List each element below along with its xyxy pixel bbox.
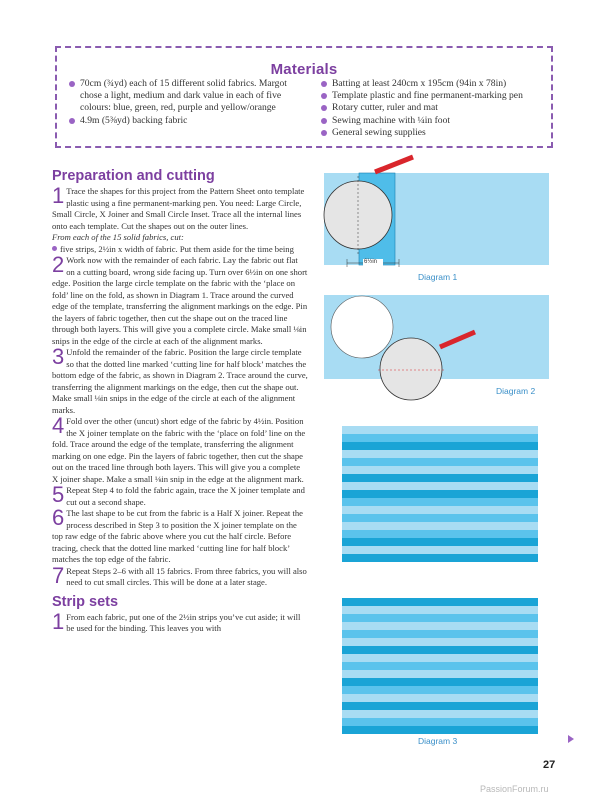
strip-sets-heading: Strip sets bbox=[52, 593, 119, 610]
step-text: Repeat Step 4 to fold the fabric again, trace the X joiner template and cut out a second shape. bbox=[66, 485, 305, 507]
step-text: The last shape to be cut from the fabric is a Half X joiner. Repeat the process described in Step 3 to position the X joiner template on the top raw edge of the fabric above where you cut the half circle. Before tracing, check that the dotted line marked ‘cutting line for half block’ matches the top edge of the fabric. bbox=[52, 508, 303, 564]
diagram-2 bbox=[324, 295, 549, 400]
step-number: 5 bbox=[52, 482, 65, 507]
diagram-2-label: Diagram 2 bbox=[496, 386, 536, 396]
materials-item: 4.9m (5⅜yd) backing fabric bbox=[67, 115, 307, 127]
step-text: Unfold the remainder of the fabric. Position the large circle template so that the dotted line marked ‘cutting line for half block’ matches the bottom edge of the fabric, as shown in Diagram 2. Trace around the curve, transferring the alignment markings on the edge, then cut the shape out. Make small ⅛in snips in the edge of the circle at each of the alignment marks. bbox=[52, 347, 308, 415]
strip bbox=[342, 434, 538, 442]
step-text: Fold over the other (uncut) short edge of the fabric by 4½in. Position the X joiner template on the fabric with the ‘place on fold’ line on the fold. Trace around the edge of the template, transferring the alignment marking on one edge. Pin the layers of fabric together, then cut the shape out on the traced line through both layers. This will give you a complete X joiner shape. Make a small ⅛in snip in the edge at the alignment mark. bbox=[52, 416, 306, 484]
page-number: 27 bbox=[543, 759, 556, 771]
materials-item: Batting at least 240cm x 195cm (94in x 78in) bbox=[319, 78, 551, 90]
strip bbox=[342, 694, 538, 702]
strip bbox=[342, 598, 538, 606]
strip bbox=[342, 702, 538, 710]
strip bbox=[342, 638, 538, 646]
diagram-3-strip-set-bottom bbox=[342, 598, 538, 734]
strip bbox=[342, 726, 538, 734]
strip bbox=[342, 686, 538, 694]
materials-item: General sewing supplies bbox=[319, 127, 551, 139]
strip bbox=[342, 530, 538, 538]
preparation-heading: Preparation and cutting bbox=[52, 168, 215, 184]
step-number: 3 bbox=[52, 344, 65, 369]
strip bbox=[342, 466, 538, 474]
marking-pen bbox=[375, 157, 413, 172]
strip bbox=[342, 718, 538, 726]
strip bbox=[342, 554, 538, 562]
step-number: 1 bbox=[52, 608, 65, 634]
strip bbox=[342, 678, 538, 686]
strip bbox=[342, 442, 538, 450]
strip bbox=[342, 482, 538, 490]
strip bbox=[342, 538, 538, 546]
strip bbox=[342, 710, 538, 718]
large-circle-template bbox=[324, 181, 392, 249]
strip bbox=[342, 622, 538, 630]
strip bbox=[342, 654, 538, 662]
materials-item: Sewing machine with ¼in foot bbox=[319, 115, 551, 127]
diagram-1-label: Diagram 1 bbox=[418, 272, 458, 282]
materials-item: 70cm (¾yd) each of 15 different solid fabrics. Margot chose a light, medium and dark value in each of five colours: blue, green, red, purple and yellow/orange bbox=[67, 78, 307, 115]
step-text: Work now with the remainder of each fabric. Lay the fabric out flat on a cutting board, wrong side facing up. Turn over 6½in on one short edge. Position the large circle template on the fabric with the ‘place on fold’ line on the fold, as shown in Diagram 1. Trace around the curved edge of the template, transferring the alignment markings on the edge. Pin the layers of fabric together, then cut the shape out on the traced line through both layers. This will give you a complete circle. Make small ⅛in snips in the edge of the circle at each of the alignment marks. bbox=[52, 255, 308, 346]
strip bbox=[342, 458, 538, 466]
step-number: 2 bbox=[52, 252, 65, 277]
strip bbox=[342, 670, 538, 678]
materials-item: Rotary cutter, ruler and mat bbox=[319, 102, 551, 114]
strip bbox=[342, 514, 538, 522]
strip bbox=[342, 662, 538, 670]
large-circle-template bbox=[380, 338, 442, 400]
strip bbox=[342, 490, 538, 498]
materials-item: Template plastic and fine permanent-marking pen bbox=[319, 90, 551, 102]
strip bbox=[342, 546, 538, 554]
cutting-subheading: From each of the 15 solid fabrics, cut: bbox=[52, 232, 184, 242]
strip bbox=[342, 614, 538, 622]
next-page-arrow-icon bbox=[568, 735, 574, 743]
step-number: 1 bbox=[52, 183, 65, 208]
strip bbox=[342, 630, 538, 638]
step-text: Repeat Steps 2–6 with all 15 fabrics. From three fabrics, you will also need to cut small circles. This will be done at a later stage. bbox=[66, 565, 307, 587]
cut-circle-hole bbox=[331, 296, 393, 358]
strip bbox=[342, 646, 538, 654]
diagram-3-label: Diagram 3 bbox=[418, 736, 458, 746]
step-text: From each fabric, put one of the 2½in strips you’ve cut aside; it will be used for the binding. This leaves you with bbox=[66, 611, 301, 633]
strip bbox=[342, 474, 538, 482]
step-number: 7 bbox=[52, 562, 65, 588]
diagram-1 bbox=[324, 157, 549, 267]
strip bbox=[342, 426, 538, 434]
materials-title: Materials bbox=[270, 61, 338, 78]
strip bbox=[342, 498, 538, 506]
bullet-text: five strips, 2½in x width of fabric. Put them aside for the time being bbox=[60, 243, 294, 254]
step-number: 6 bbox=[52, 505, 65, 530]
strip bbox=[342, 506, 538, 514]
step-text: Trace the shapes for this project from the Pattern Sheet onto template plastic using a fine permanent-marking pen. You need: Large Circle, Small Circle, X Joiner and Small Circle Inset. Trace all the internal lines onto each template. Cut the shapes out on the outer lines. bbox=[52, 186, 305, 231]
strip bbox=[342, 450, 538, 458]
strip bbox=[342, 606, 538, 614]
diagram-3-strip-set-top bbox=[342, 426, 538, 562]
strip bbox=[342, 522, 538, 530]
diagram-1-measure: 6½in bbox=[364, 259, 378, 265]
watermark: PassionForum.ru bbox=[480, 784, 549, 794]
step-number: 4 bbox=[52, 413, 65, 438]
